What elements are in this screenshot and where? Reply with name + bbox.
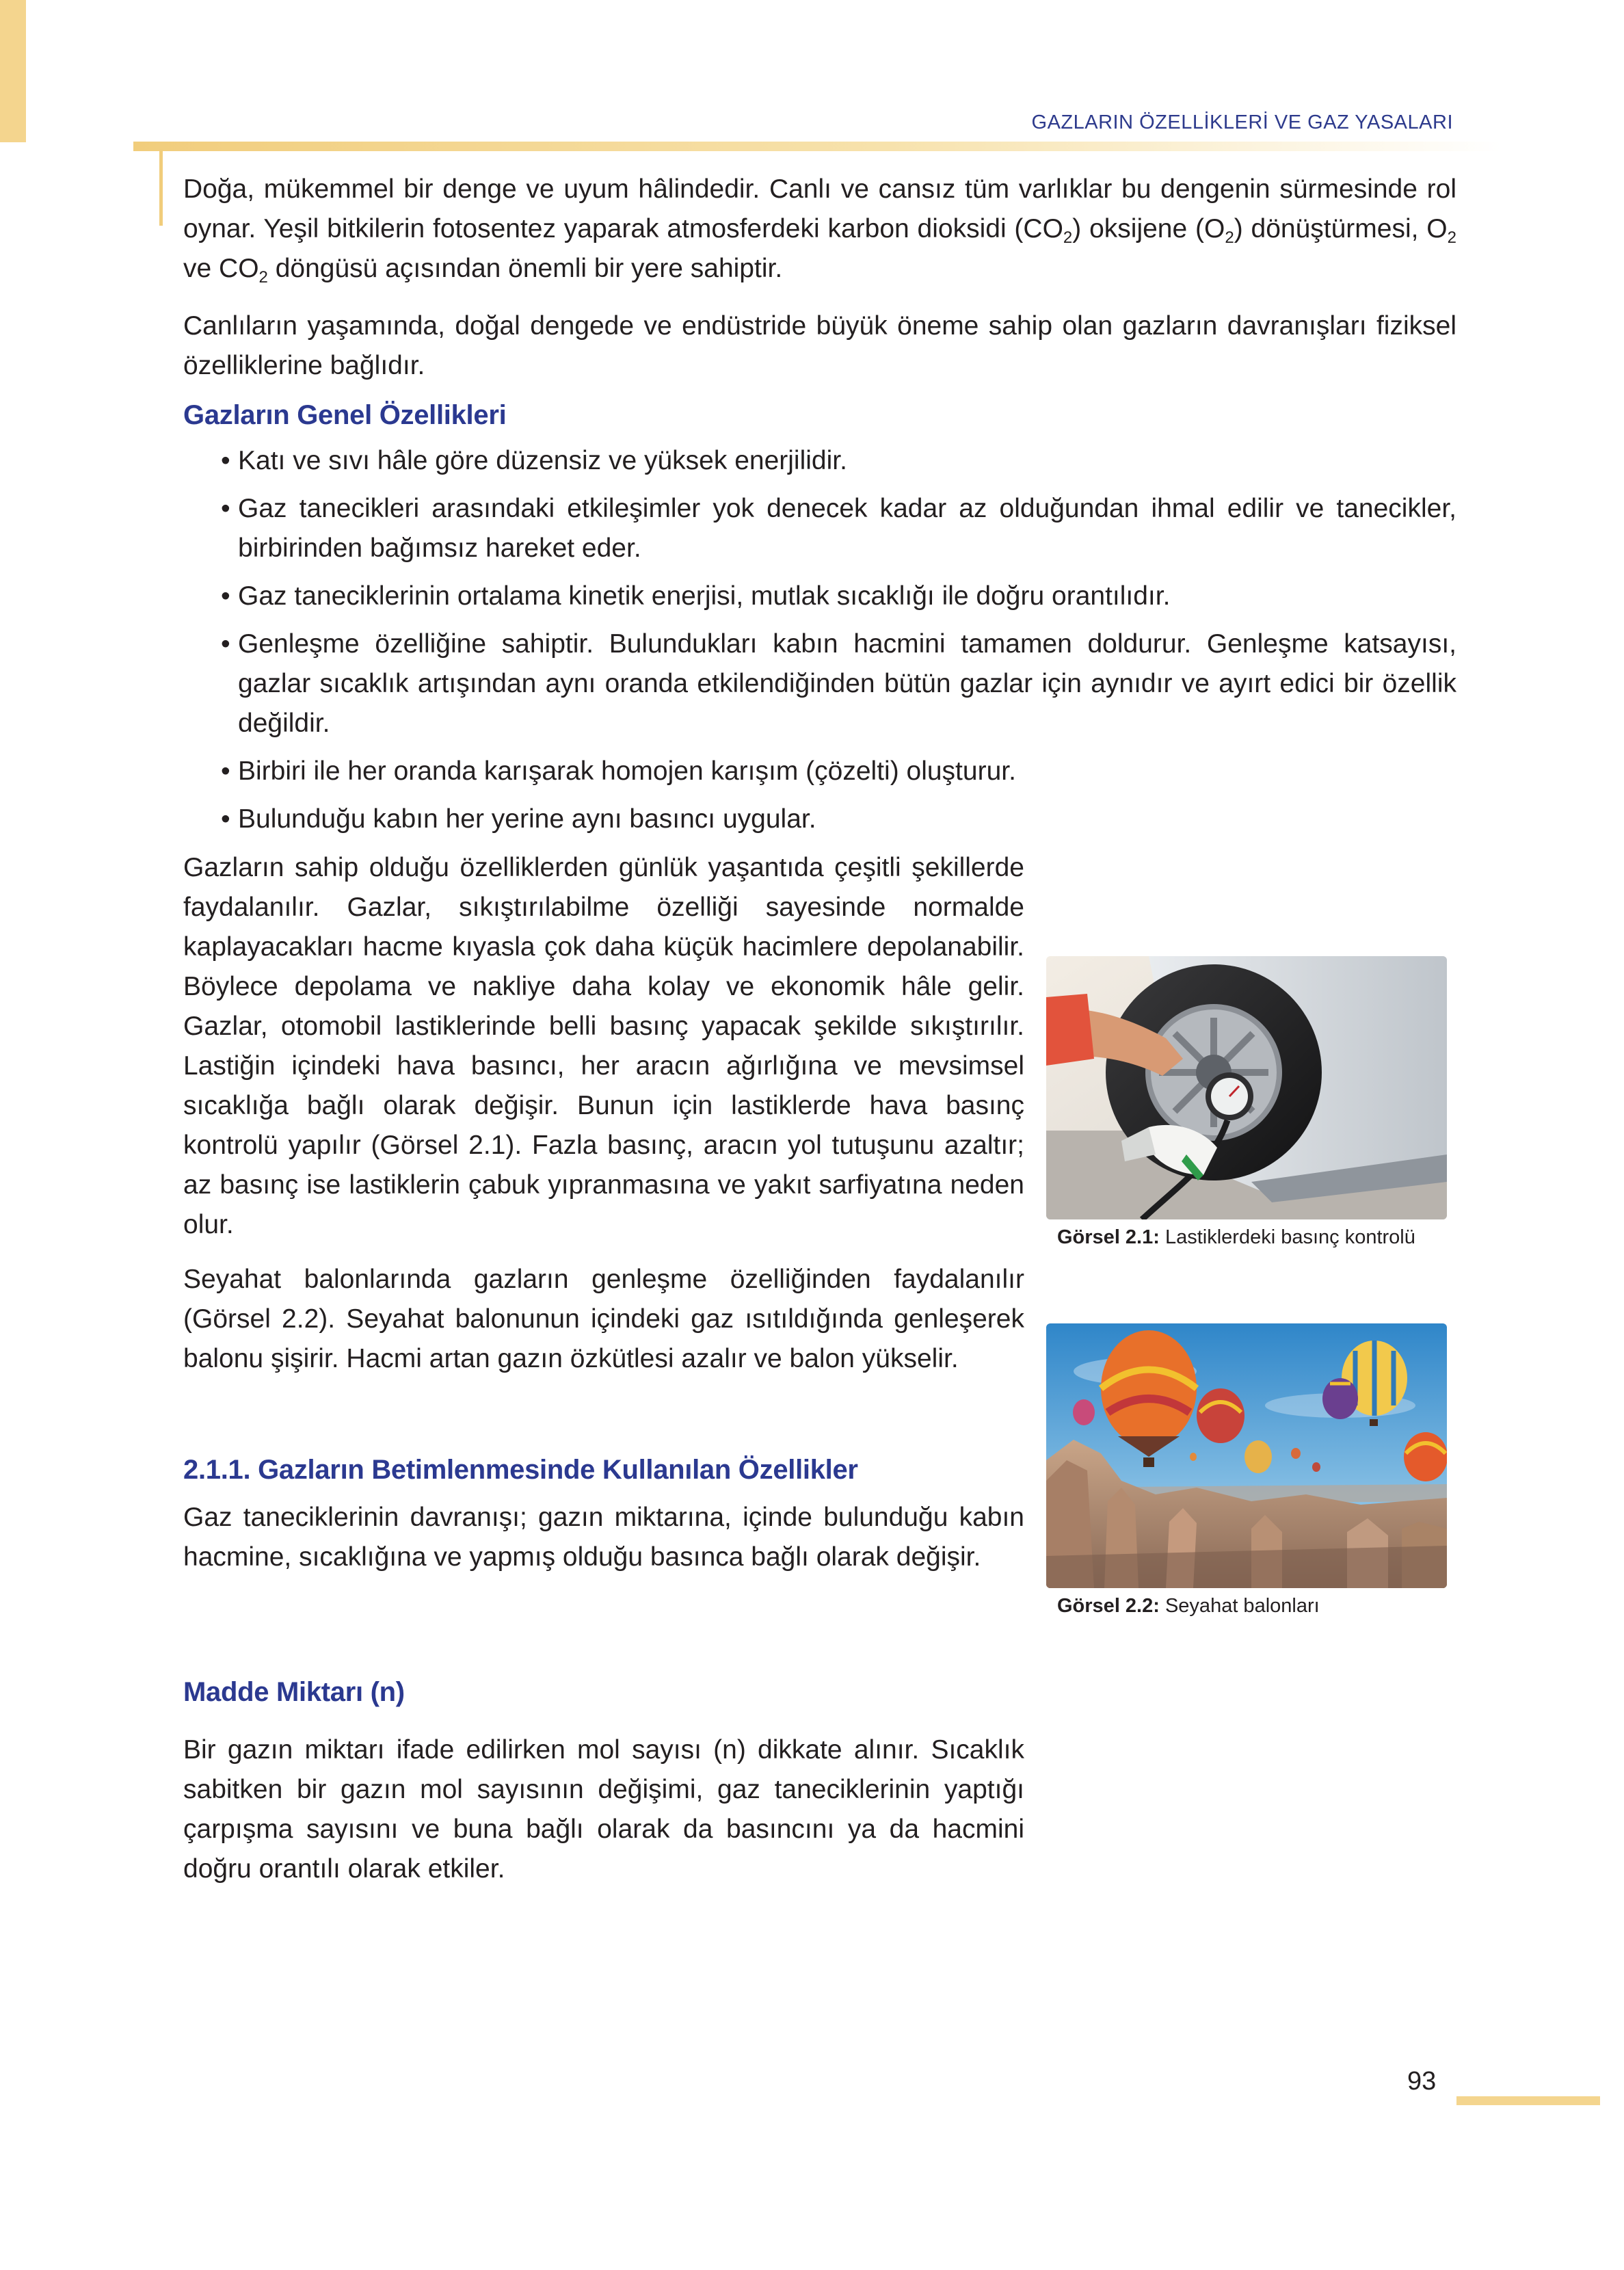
list-item: • Birbiri ile her oranda karışarak homojen karışım (çözelti) oluşturur. [221,752,1456,791]
bullet-icon: • [221,494,230,523]
section-heading-amount: Madde Miktarı (n) [183,1677,405,1707]
amount-paragraph: Bir gazın miktarı ifade edilirken mol sayısı (n) dikkate alınır. Sıcaklık sabitken bir gazın mol sayısının değişimi, gaz taneciklerinin yaptığı çarpışma sayısını ve buna bağlı olarak da basıncını ya da hacmini doğru orantılı olarak etkiler. [183,1735,1024,1884]
footer-rule [1456,2096,1600,2105]
bullet-icon: • [221,756,230,786]
intro-paragraph-1: Doğa, mükemmel bir denge ve uyum hâlindedir. Canlı ve cansız tüm varlıklar bu dengenin sürmesinde rol oynar. Yeşil bitkilerin fotosentez yaparak atmosferdeki karbon dioksidi $(CO_2)$ oksijene $(O_2)$ dönüştürmesi, $O_2$ ve $CO_2$ döngüsü açısından önemli bir yere sahiptir. [183,174,1456,287]
list-item: • Katı ve sıvı hâle göre düzensiz ve yüksek enerjilidir. [221,441,1456,481]
bullet-icon: • [221,446,230,475]
intro-paragraph-2: Canlıların yaşamında, doğal dengede ve endüstride büyük öneme sahip olan gazların davranışları fiziksel özelliklerine bağlıdır. [183,311,1456,380]
header-rule [133,142,1501,151]
section-heading-general-properties: Gazların Genel Özellikleri [183,400,507,430]
hot-air-balloons-image [1046,1323,1447,1588]
bullet-icon: • [221,629,230,659]
usage-paragraph-1: Gazların sahip olduğu özelliklerden günlük yaşantıda çeşitli şekillerde faydalanılır. Gazlar, sıkıştırılabilme özelliği sayesinde normalde kaplayacakları hacme kıyasla çok daha küçük hacimlere depolanabilir. Böylece depolama ve nakliye daha kolay ve ekonomik hâle gelir. Gazlar, otomobil lastiklerinde belli basınç yapacak şekilde sıkıştırılır. Lastiğin içindeki hava basıncı, her aracın ağırlığına ve mevsimsel sıcaklığa bağlı olarak değişir. Bunun için lastiklerde hava basınç kontrolü yapılır (Görsel 2.1). Fazla basınç, aracın yol tutuşunu azaltır; az basınç ise lastiklerin çabuk yıpranmasına ve yakıt sarfiyatına neden olur. [183,853,1024,1239]
section-heading-2-1-1: 2.1.1. Gazların Betimlenmesinde Kullanılan Özellikler [183,1455,858,1485]
usage-paragraph-2: Seyahat balonlarında gazların genleşme özelliğinden faydalanılır (Görsel 2.2). Seyahat balonunun içindeki gaz ısıtıldığında genleşerek balonu şişirir. Hacmi artan gazın özkütlesi azalır ve balon yükselir. [183,1265,1024,1373]
figure-1-caption: Görsel 2.1: Lastiklerdeki basınç kontrolü [1057,1226,1415,1248]
section-2-1-1-paragraph: Gaz taneciklerinin davranışı; gazın miktarına, içinde bulunduğu kabın hacmine, sıcaklığına ve yapmış olduğu basınca bağlı olarak değişir. [183,1503,1024,1572]
list-item: • Bulunduğu kabın her yerine aynı basıncı uygular. [221,800,1456,839]
corner-tab [0,0,26,142]
list-item: • Genleşme özelliğine sahiptir. Bulundukları kabın hacmini tamamen doldurur. Genleşme katsayısı, gazlar sıcaklık artışından aynı oranda etkilendiğinden bütün gazlar için aynıdır ve ayırt edici bir özellik değildir. [221,624,1456,743]
figure-2-caption: Görsel 2.2: Seyahat balonları [1057,1595,1320,1617]
list-item: • Gaz tanecikleri arasındaki etkileşimler yok denecek kadar az olduğundan ihmal edilir ve tanecikler, birbirinden bağımsız hareket eder. [221,489,1456,568]
bullet-icon: • [221,581,230,611]
bullet-icon: • [221,804,230,834]
tire-pressure-image [1046,956,1447,1219]
running-header: GAZLARIN ÖZELLİKLERİ VE GAZ YASALARI [1031,111,1453,133]
header-notch [159,149,163,226]
tire-pressure-photo [1046,956,1447,1219]
list-item: • Gaz taneciklerinin ortalama kinetik enerjisi, mutlak sıcaklığı ile doğru orantılıdır. [221,577,1456,616]
page-number: 93 [1407,2067,1437,2096]
hot-air-balloons-photo [1046,1323,1447,1588]
general-properties-list [221,441,1456,839]
